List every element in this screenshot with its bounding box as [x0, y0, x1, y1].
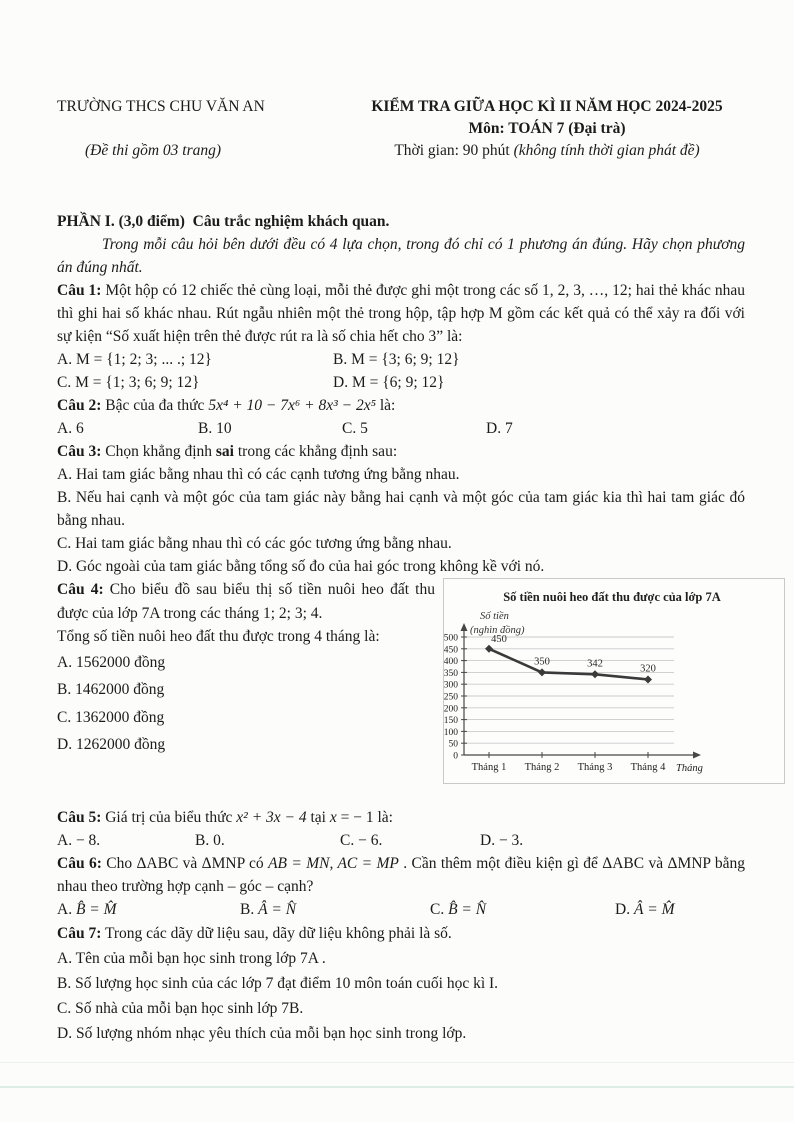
svg-text:100: 100	[444, 727, 458, 738]
doc-header	[57, 96, 745, 162]
svg-text:342: 342	[587, 658, 603, 670]
svg-text:350: 350	[534, 656, 550, 668]
question-4-options	[57, 649, 435, 759]
svg-text:300: 300	[444, 680, 458, 691]
svg-text:0: 0	[453, 751, 458, 762]
svg-text:Tháng 4: Tháng 4	[630, 762, 666, 773]
option: C. Số nhà của mỗi bạn học sinh lớp 7B.	[57, 1000, 304, 1017]
question-7-text: Câu 7: Trong các dãy dữ liệu sau, dãy dữ liệu không phải là số.	[57, 925, 452, 942]
svg-text:Tháng 2: Tháng 2	[524, 762, 560, 773]
question-5-options	[57, 829, 745, 852]
exam-subject: Môn: TOÁN 7 (Đại trà)	[468, 120, 626, 137]
angle-equality: B̂ = M̂	[75, 901, 117, 918]
quadratic-expression: x² + 3x − 4	[236, 809, 307, 826]
option: B. 0.	[195, 832, 225, 849]
question-3-text: Câu 3: Chọn khẳng định sai trong các khẳng định sau:	[57, 443, 398, 460]
exam-time	[349, 140, 745, 162]
option: A. M = {1; 2; 3; ... .; 12}	[57, 351, 212, 368]
option: B. Â = N̂	[240, 901, 297, 918]
option: C. − 6.	[340, 832, 383, 849]
question-2-options	[57, 417, 745, 440]
question-1-text: Câu 1: Một hộp có 12 chiếc thẻ cùng loại, mỗi thẻ được ghi một trong các số 1, 2, 3, …, 12; hai thẻ khác nhau thì ghi hai số khác nhau. Rút ngẫu nhiên một thẻ trong hộp, tập hợp M gồm các kết quả có thể xảy ra đối với sự kiện “Số xuất hiện trên thẻ được rút ra là số chia hết cho 3” là:	[57, 282, 745, 345]
scan-artifact-line	[0, 1086, 794, 1088]
question-7	[57, 921, 745, 1046]
option: A. − 8.	[57, 832, 101, 849]
chart-canvas	[444, 579, 782, 781]
emphasized-word: sai	[215, 443, 234, 460]
option: C. M = {1; 3; 6; 9; 12}	[57, 374, 200, 391]
svg-text:Số tiền nuôi heo đất thu được: Số tiền nuôi heo đất thu được của lớp 7A	[503, 590, 721, 604]
question-5	[57, 806, 745, 852]
question-5-text: Câu 5: Giá trị của biểu thức x² + 3x − 4 tại x = − 1 là:	[57, 809, 393, 826]
polynomial-expression: 5x⁴ + 10 − 7x⁶ + 8x³ − 2x⁵	[208, 397, 376, 414]
svg-text:450: 450	[491, 633, 507, 645]
angle-equality: Â = N̂	[258, 901, 297, 918]
option: D. M = {6; 9; 12}	[333, 374, 445, 391]
option: D. Góc ngoài của tam giác bằng tổng số đo của hai góc trong không kề với nó.	[57, 558, 545, 575]
question-2	[57, 394, 745, 440]
exam-title: KIỂM TRA GIỮA HỌC KÌ II NĂM HỌC 2024-2025	[371, 98, 723, 115]
angle-equality: B̂ = N̂	[448, 901, 487, 918]
question-3	[57, 440, 745, 578]
question-6	[57, 852, 745, 921]
option: A. Hai tam giác bằng nhau thì có các cạnh tương ứng bằng nhau.	[57, 466, 460, 483]
svg-text:50: 50	[448, 739, 458, 750]
header-left-block	[57, 96, 349, 162]
question-6-text: Câu 6: Cho ΔABC và ΔMNP có AB = MN, AC = MP . Cần thêm một điều kiện gì để ΔABC và ΔMNP bằng nhau theo trường hợp cạnh – góc – cạnh?	[57, 855, 745, 895]
school-name: TRƯỜNG THCS CHU VĂN AN	[57, 98, 265, 115]
question-6-options	[57, 898, 745, 921]
part1-heading: PHẦN I. (3,0 điểm) Câu trắc nghiệm khách quan.	[57, 213, 390, 230]
question-2-text: Câu 2: Bậc của đa thức 5x⁴ + 10 − 7x⁶ + 8x³ − 2x⁵ là:	[57, 397, 396, 414]
option: D. 1262000 đồng	[57, 736, 166, 753]
svg-text:(nghìn đồng): (nghìn đồng)	[470, 625, 525, 636]
question-4-text: Câu 4: Cho biểu đồ sau biểu thị số tiền nuôi heo đất thu được của lớp 7A trong các tháng 1; 2; 3; 4.	[57, 581, 435, 622]
option: B. 1462000 đồng	[57, 681, 165, 698]
question-4	[57, 578, 745, 790]
exam-time-note: (không tính thời gian phát đề)	[513, 142, 700, 159]
option: C. Hai tam giác bằng nhau thì có các góc tương ứng bằng nhau.	[57, 535, 452, 552]
option: A. Tên của mỗi bạn học sinh trong lớp 7A .	[57, 950, 326, 967]
svg-text:150: 150	[444, 716, 458, 727]
angle-equality: Â = M̂	[633, 901, 675, 918]
svg-text:Số tiền: Số tiền	[480, 611, 509, 622]
svg-text:450: 450	[444, 645, 458, 656]
svg-text:200: 200	[444, 704, 458, 715]
scan-artifact-line	[0, 1062, 794, 1063]
option: D. − 3.	[480, 832, 524, 849]
header-right-block	[349, 96, 745, 162]
pages-note: (Đề thi gồm 03 trang)	[85, 142, 222, 159]
svg-text:320: 320	[640, 663, 656, 675]
option: A. B̂ = M̂	[57, 901, 117, 918]
exam-time-prefix: Thời gian: 90 phút	[394, 142, 514, 159]
svg-text:250: 250	[444, 692, 458, 703]
option: C. 1362000 đồng	[57, 708, 165, 726]
option: B. Nếu hai cạnh và một góc của tam giác này bằng hai cạnh và một góc của tam giác kia thì hai tam giác đó bằng nhau.	[57, 489, 745, 529]
svg-text:Tháng: Tháng	[676, 763, 703, 774]
option: B. 10	[198, 420, 232, 437]
question-1-options	[57, 348, 745, 394]
option: B. M = {3; 6; 9; 12}	[333, 351, 460, 368]
option: A. 1562000 đồng	[57, 653, 166, 671]
option: B. Số lượng học sinh của các lớp 7 đạt điểm 10 môn toán cuối học kì I.	[57, 975, 499, 992]
svg-text:400: 400	[444, 657, 458, 668]
option: A. 6	[57, 420, 84, 437]
question-4-left-column	[57, 578, 435, 759]
svg-text:350: 350	[444, 668, 458, 679]
option: C. 5	[342, 420, 368, 437]
question-1	[57, 279, 745, 394]
pig-savings-line-chart	[443, 578, 785, 784]
part1-instruction: Trong mỗi câu hỏi bên dưới đều có 4 lựa chọn, trong đó chỉ có 1 phương án đúng. Hãy chọn phương án đúng nhất.	[57, 236, 745, 276]
svg-text:500: 500	[444, 633, 458, 644]
triangle-sides-equality: AB = MN, AC = MP	[268, 855, 399, 872]
option: D. Â = M̂	[615, 901, 675, 918]
option: C. B̂ = N̂	[430, 901, 487, 918]
option: D. 7	[486, 420, 513, 437]
question-4-text-line2: Tổng số tiền nuôi heo đất thu được trong 4 tháng là:	[57, 628, 380, 645]
exam-body	[57, 210, 745, 1046]
option: D. Số lượng nhóm nhạc yêu thích của mỗi bạn học sinh trong lớp.	[57, 1025, 467, 1042]
svg-text:Tháng 1: Tháng 1	[471, 762, 507, 773]
exam-sheet	[57, 96, 745, 1046]
svg-text:Tháng 3: Tháng 3	[577, 762, 613, 773]
